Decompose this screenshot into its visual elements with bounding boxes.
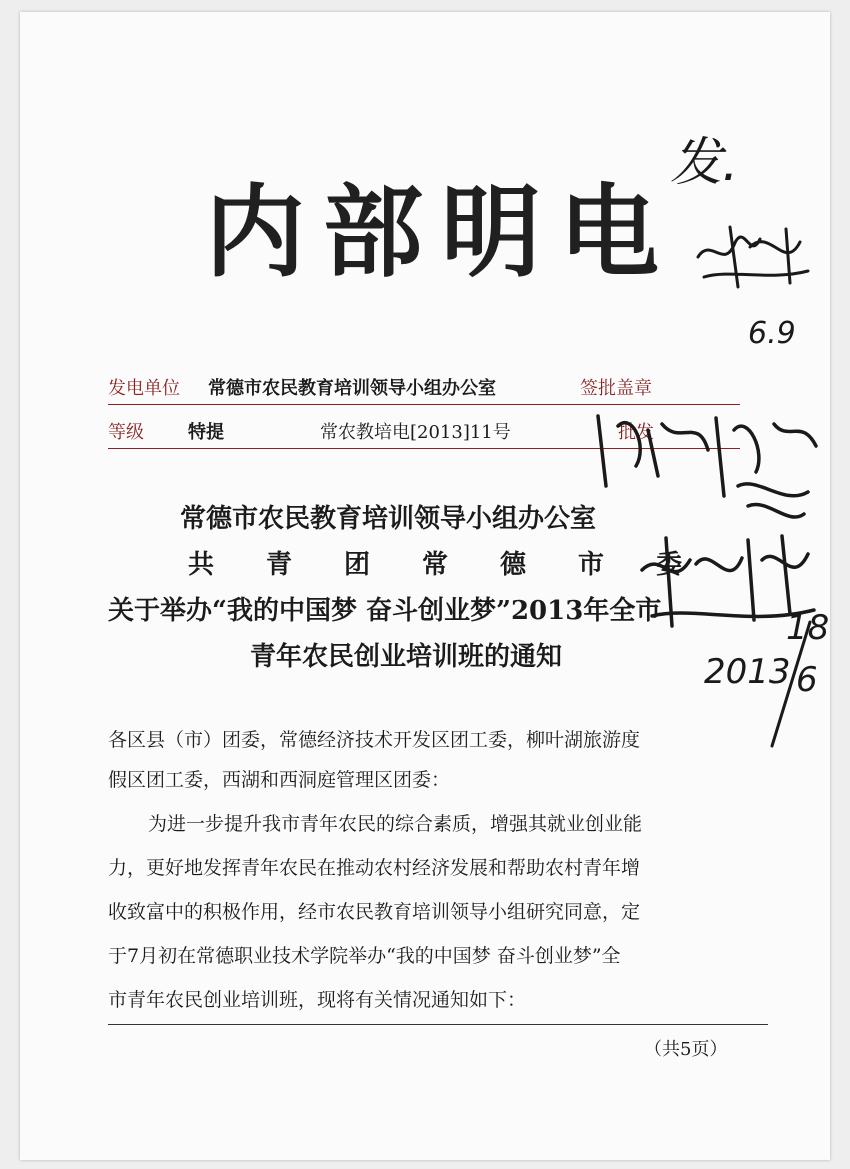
sender-value: 常德市农民教育培训领导小组办公室 (208, 378, 496, 399)
document-number: 常农教培电[2013]11号 (320, 422, 511, 443)
approval-label: 签批盖章 (580, 378, 652, 399)
body-line-2: 假区团工委，西湖和西洞庭管理区团委： (108, 769, 451, 791)
handwritten-signature-1 (690, 217, 820, 297)
heading-subject-2: 青年农民创业培训班的通知 (250, 642, 563, 672)
body-line-1: 各区县（市）团委，常德经济技术开发区团工委，柳叶湖旅游度 (108, 729, 641, 751)
body-line-4: 力，更好地发挥青年农民在推动农村经济发展和帮助农村青年增 (108, 857, 641, 879)
heading-subject-1: 关于举办“我的中国梦 奋斗创业梦”2013年全市 (108, 596, 662, 626)
body-line-7: 市青年农民创业培训班，现将有关情况通知如下： (108, 989, 527, 1011)
handwritten-date-month: 6 (796, 660, 818, 700)
document-title: 内部明电 (205, 173, 677, 291)
grade-value: 特提 (188, 422, 224, 443)
handwritten-fa: 发. (670, 133, 739, 193)
page-count: （共5页） (644, 1039, 728, 1060)
handwritten-date-day: 18 (786, 608, 830, 648)
heading-office: 常德市农民教育培训领导小组办公室 (180, 504, 597, 534)
header-rule-1 (108, 404, 740, 405)
handwritten-date-top: 6.9 (748, 316, 796, 351)
body-line-3: 为进一步提升我市青年农民的综合素质，增强其就业创业能 (148, 813, 643, 835)
document-page (20, 12, 830, 1160)
footer-rule (108, 1024, 768, 1025)
grade-label: 等级 (108, 422, 144, 443)
heading-league: 共青团常德市委 (188, 550, 735, 580)
sender-label: 发电单位 (108, 378, 180, 399)
handwritten-signature-2 (588, 406, 828, 536)
body-line-5: 收致富中的积极作用，经市农民教育培训领导小组研究同意，定 (108, 901, 641, 923)
issue-label: 批发 (618, 422, 654, 443)
handwritten-date-year: 2013 (704, 652, 791, 692)
body-line-6: 于7月初在常德职业技术学院举办“我的中国梦 奋斗创业梦”全 (108, 945, 621, 967)
